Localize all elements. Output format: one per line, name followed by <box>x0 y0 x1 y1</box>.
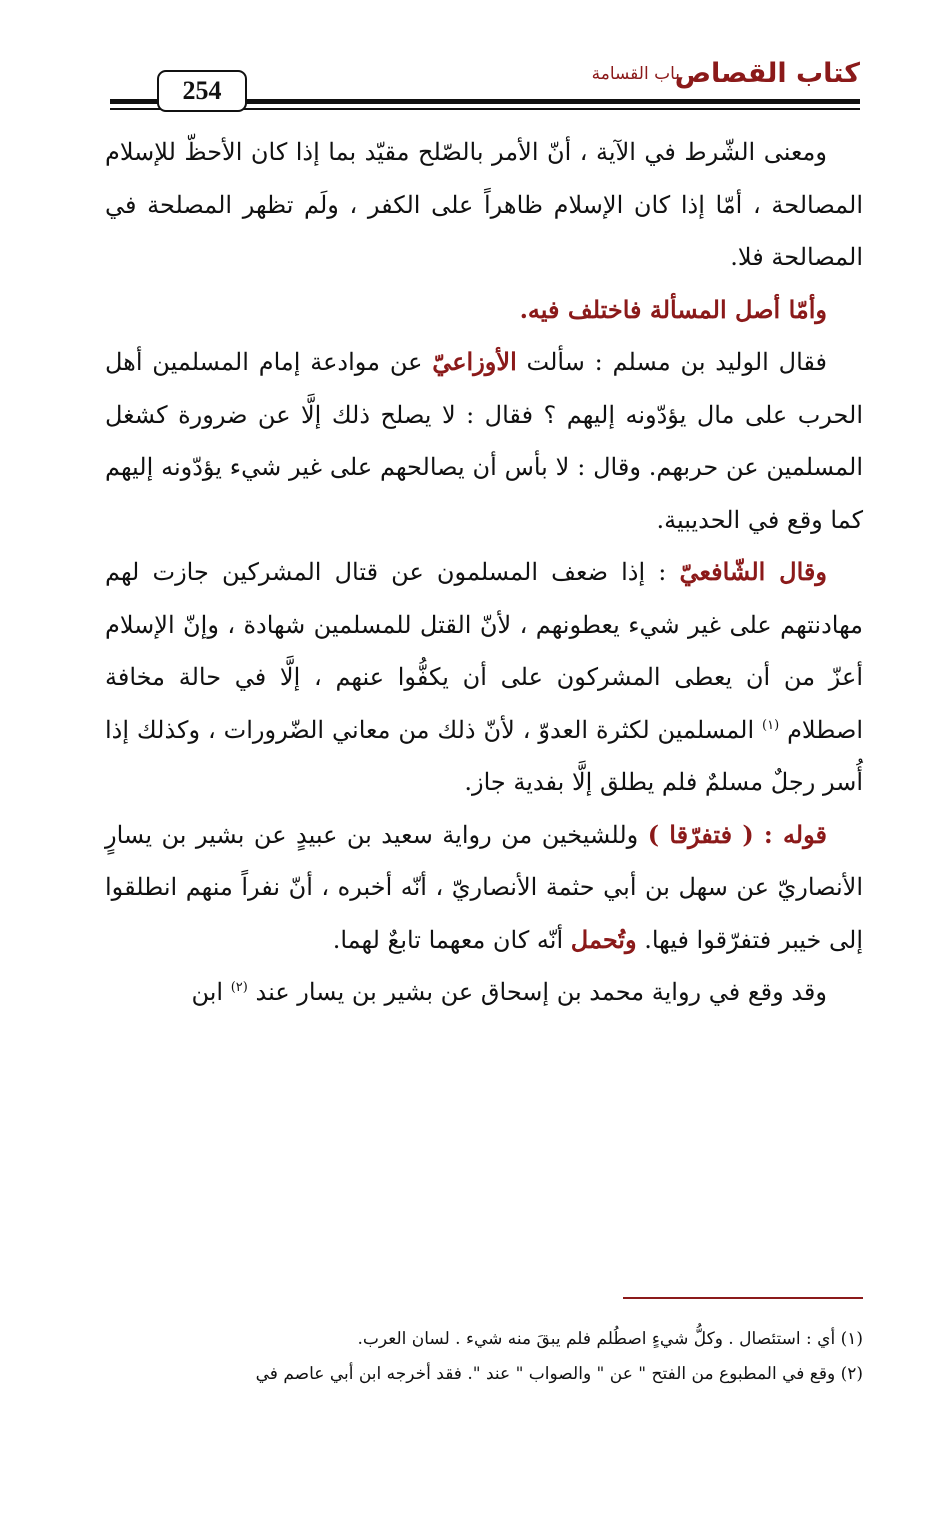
footnotes <box>105 1322 863 1392</box>
section-heading: وأمّا أصل المسألة فاختلف فيه. <box>519 294 827 324</box>
page-header <box>110 52 860 112</box>
paragraph-text: وللشيخين من رواية سعيد بن عبيدٍ عن بشير بن يسارٍ الأنصاريّ عن سهل بن أبي حثمة الأنصاريّ ، أنّه أخبره ، أنّ نفراً منهم انطلقوا إلى خيبر فتفرّقوا فيها. <box>105 820 863 954</box>
paragraph <box>105 336 863 546</box>
paragraph-text: فقال الوليد بن مسلم : سألت <box>516 348 828 376</box>
footnote-ref[interactable]: (٢) <box>230 980 248 995</box>
chapter-title: باب القسامة <box>591 64 680 84</box>
paragraph <box>105 809 863 967</box>
footnote-ref[interactable]: (١) <box>762 717 780 733</box>
page-number: 254 <box>157 70 247 112</box>
main-text <box>105 126 863 1019</box>
paragraph <box>105 966 863 1019</box>
hadith-quote: قوله : ( فتفرّقا ) <box>647 819 827 849</box>
paragraph-text: ابن <box>191 978 231 1006</box>
paragraph-text: عن موادعة إمام المسلمين أهل الحرب على مال يؤدّونه إليهم ؟ فقال : لا يصلح ذلك إلَّا عن ضرورة كشغل المسلمين عن حربهم. وقال : لا بأس أن يصالحهم على غير شيء يؤدّونه إليهم كما وقع في الحديبية. <box>105 348 863 534</box>
scholar-name: وقال الشّافعيّ <box>679 557 827 586</box>
scholar-name: الأوزاعيّ <box>432 347 517 376</box>
paragraph-text: وقد وقع في رواية محمد بن إسحاق عن بشير بن يسار عند <box>247 978 827 1006</box>
paragraph-text: أنّه كان معهما تابعٌ لهما. <box>332 925 571 954</box>
paragraph-text: المسلمين لكثرة العدوّ ، لأنّ ذلك من معاني الضّرورات ، وكذلك إذا أُسر رجلٌ مسلمٌ فلم يطلق إلَّا بفدية جاز. <box>105 715 863 796</box>
footnote-divider <box>623 1297 863 1299</box>
paragraph-text: : إذا ضعف المسلمون عن قتال المشركين جازت لهم مهادنتهم على غير شيء يعطونهم ، لأنّ القتل للمسلمين شهادة ، وإنّ الإسلام أعزّ من أن يعطى المشركون على أن يكفُّوا عنهم ، إلَّا في حالة مخافة اصطلام <box>105 558 863 744</box>
footnote: (١) أي : استئصال . وكلُّ شيءٍ اصطُلم فلم يبقَ منه شيء . لسان العرب. <box>357 1329 863 1349</box>
book-title: كتاب القصاص <box>674 58 860 89</box>
paragraph: ومعنى الشّرط في الآية ، أنّ الأمر بالصّلح مقيّد بما إذا كان الأحظّ للإسلام المصالحة ، أمّا إذا كان الإسلام ظاهراً على الكفر ، ولَم تظهر المصلحة في المصالحة فلا. <box>105 138 863 271</box>
emphasis: وتُحمل <box>570 924 637 954</box>
paragraph <box>105 546 863 809</box>
footnote: (٢) وقع في المطبوع من الفتح " عن " والصواب " عند ". فقد أخرجه ابن أبي عاصم في <box>255 1364 863 1384</box>
